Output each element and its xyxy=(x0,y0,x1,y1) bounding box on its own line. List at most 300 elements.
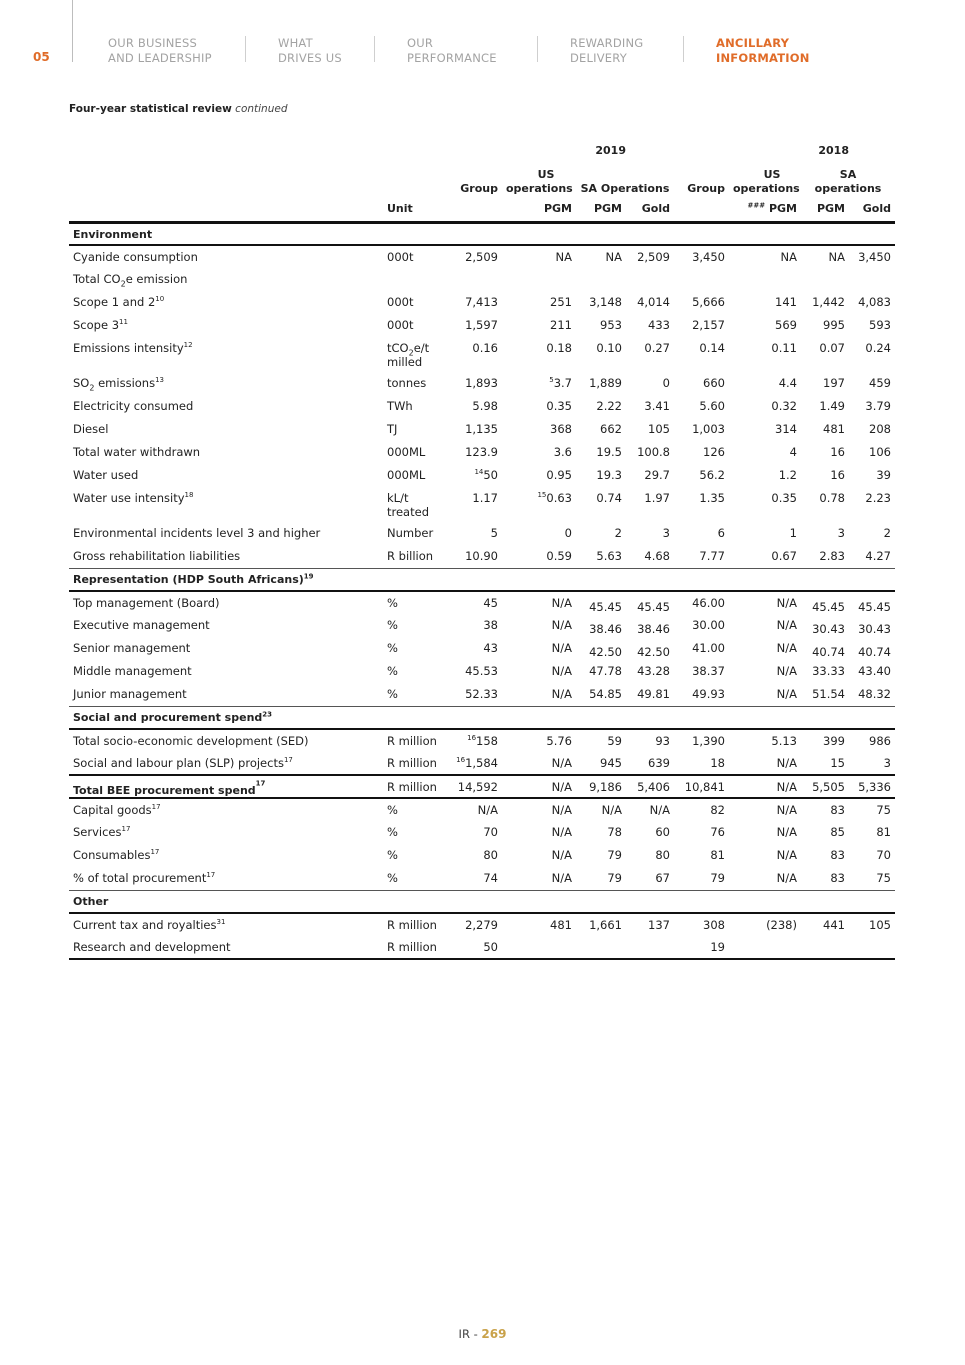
value-cell xyxy=(626,752,674,775)
value-cell xyxy=(576,464,626,487)
year-2018: 2018 xyxy=(818,144,849,157)
row-label: Water use intensity$^{18}$ xyxy=(73,491,194,505)
value-cell xyxy=(674,867,729,890)
value-cell xyxy=(626,821,674,844)
value-text: 16 xyxy=(830,445,845,459)
value-cell xyxy=(502,591,576,614)
nav-line: OUR xyxy=(407,36,434,50)
nav-separator xyxy=(537,36,538,62)
value-cell xyxy=(449,913,502,936)
section-other xyxy=(69,890,895,913)
row-unit: % xyxy=(387,825,398,839)
value-text: N/A xyxy=(776,618,797,632)
value-cell xyxy=(801,729,849,752)
value-text: 75 xyxy=(876,871,891,885)
value-text: 38.46 xyxy=(637,622,670,636)
value-text: 39 xyxy=(876,468,891,482)
value-cell xyxy=(801,372,849,395)
value-cell xyxy=(449,729,502,752)
value-text: 1,584 xyxy=(465,756,498,770)
value-cell xyxy=(801,614,849,637)
sub-header-row xyxy=(69,198,895,222)
value-text: 40.74 xyxy=(812,645,845,659)
table-row xyxy=(69,775,895,798)
value-text: 662 xyxy=(600,422,622,436)
row-unit: % xyxy=(387,871,398,885)
value-cell xyxy=(849,591,895,614)
row-unit: R million xyxy=(383,936,449,959)
value-text: 1.35 xyxy=(699,491,725,505)
value-cell xyxy=(674,660,729,683)
value-cell xyxy=(849,752,895,775)
value-cell xyxy=(502,337,576,372)
value-cell xyxy=(729,660,801,683)
value-text: 3,450 xyxy=(858,250,891,264)
row-label: Current tax and royalties$^{31}$ xyxy=(73,918,226,932)
value-cell xyxy=(449,614,502,637)
value-text: 10,841 xyxy=(684,780,725,794)
value-text: 50 xyxy=(483,468,498,482)
row-label: Gross rehabilitation liabilities xyxy=(73,549,241,563)
value-cell xyxy=(449,291,502,314)
value-text: 2 xyxy=(883,526,891,540)
row-label: Total BEE procurement spend$^{17}$ xyxy=(69,775,383,798)
table-row xyxy=(69,337,895,372)
value-text: N/A xyxy=(551,871,572,885)
value-cell xyxy=(502,395,576,418)
row-unit: % xyxy=(387,687,398,701)
value-cell xyxy=(449,245,502,268)
table-row xyxy=(69,683,895,706)
value-cell xyxy=(849,729,895,752)
value-text: 2.83 xyxy=(819,549,845,563)
value-cell xyxy=(576,867,626,890)
value-text: 38.46 xyxy=(589,622,622,636)
value-cell xyxy=(502,844,576,867)
value-text: 123.9 xyxy=(465,445,498,459)
row-unit: R million xyxy=(383,775,449,798)
value-text: 2 xyxy=(614,526,622,540)
value-cell xyxy=(576,936,626,959)
table-row xyxy=(69,867,895,890)
value-text: 46.00 xyxy=(692,596,725,610)
value-cell xyxy=(801,291,849,314)
value-text: 1,442 xyxy=(812,295,845,309)
value-text: 1,889 xyxy=(589,376,622,390)
value-cell xyxy=(801,545,849,568)
table-row xyxy=(69,637,895,660)
value-cell xyxy=(729,337,801,372)
value-text: N/A xyxy=(776,848,797,862)
value-text: 5,336 xyxy=(858,780,891,794)
value-cell xyxy=(626,522,674,545)
value-cell xyxy=(449,752,502,775)
table-row xyxy=(69,821,895,844)
value-text: 1.49 xyxy=(819,399,845,413)
value-text: 10.90 xyxy=(465,549,498,563)
value-cell xyxy=(729,522,801,545)
value-text: 18 xyxy=(710,756,725,770)
value-text: N/A xyxy=(776,871,797,885)
page-footer xyxy=(0,1327,965,1341)
value-text: 0.16 xyxy=(472,341,498,355)
value-text: 569 xyxy=(775,318,797,332)
table-row xyxy=(69,591,895,614)
value-cell xyxy=(576,337,626,372)
value-text: 158 xyxy=(476,734,498,748)
value-text: NA xyxy=(605,250,622,264)
row-label: Environmental incidents level 3 and higher xyxy=(73,526,321,540)
value-text: 70 xyxy=(876,848,891,862)
value-cell xyxy=(576,913,626,936)
value-cell xyxy=(674,752,729,775)
row-label: Research and development xyxy=(69,936,383,959)
value-text: 481 xyxy=(550,918,572,932)
value-text: 30.00 xyxy=(692,618,725,632)
value-text: N/A xyxy=(551,664,572,678)
value-text: 0.59 xyxy=(546,549,572,563)
value-text: 7,413 xyxy=(465,295,498,309)
value-cell xyxy=(729,372,801,395)
value-cell xyxy=(449,441,502,464)
value-text: 75 xyxy=(876,803,891,817)
value-text: 43 xyxy=(483,641,498,655)
value-text: 2,509 xyxy=(465,250,498,264)
value-text: 4.27 xyxy=(865,549,891,563)
value-cell xyxy=(576,291,626,314)
value-text: 42.50 xyxy=(589,645,622,659)
value-cell xyxy=(449,683,502,706)
value-cell xyxy=(801,464,849,487)
col-group-2018: Group xyxy=(687,182,725,195)
value-text: 19.5 xyxy=(596,445,622,459)
value-cell xyxy=(674,844,729,867)
section-environment xyxy=(69,222,895,245)
value-text: 1.2 xyxy=(778,468,797,482)
value-text: NA xyxy=(555,250,572,264)
value-cell xyxy=(801,798,849,821)
column-header-row xyxy=(69,162,895,198)
row-label: % of total procurement$^{17}$ xyxy=(73,871,216,885)
value-cell xyxy=(502,487,576,522)
value-text: 3,450 xyxy=(692,250,725,264)
value-cell xyxy=(729,798,801,821)
col-unit: Unit xyxy=(383,198,449,222)
value-cell xyxy=(801,867,849,890)
value-cell xyxy=(449,936,502,959)
value-cell xyxy=(626,637,674,660)
row-label: Social and labour plan (SLP) projects$^{17}$ xyxy=(69,752,383,775)
value-cell xyxy=(849,637,895,660)
value-text: NA xyxy=(780,250,797,264)
nav-our-business[interactable] xyxy=(108,36,212,66)
value-text: 79 xyxy=(607,848,622,862)
value-cell xyxy=(729,545,801,568)
value-cell xyxy=(849,867,895,890)
nav-separator xyxy=(245,36,246,62)
row-unit: tCO$_2$e/t milled xyxy=(387,341,430,369)
nav-line: WHAT xyxy=(278,36,313,50)
value-text: 74 xyxy=(483,871,498,885)
value-text: 14,592 xyxy=(457,780,498,794)
section-title: Other xyxy=(69,890,895,913)
value-cell xyxy=(502,867,576,890)
value-cell xyxy=(674,936,729,959)
year-header-row xyxy=(69,140,895,162)
value-cell xyxy=(502,683,576,706)
value-cell xyxy=(449,464,502,487)
value-cell xyxy=(801,245,849,268)
value-cell xyxy=(576,441,626,464)
value-cell xyxy=(502,729,576,752)
value-cell xyxy=(729,867,801,890)
row-unit: R million xyxy=(387,918,437,932)
row-label: Services$^{17}$ xyxy=(73,825,131,839)
value-cell xyxy=(801,775,849,798)
value-text: 0.24 xyxy=(865,341,891,355)
section-title: Representation (HDP South Africans)$^{19}$ xyxy=(69,568,895,591)
row-unit: 000t xyxy=(387,318,414,332)
col-us-ops-2018 xyxy=(729,162,801,198)
section-title: Social and procurement spend$^{23}$ xyxy=(69,706,895,729)
value-cell xyxy=(576,798,626,821)
value-cell xyxy=(626,775,674,798)
value-cell xyxy=(576,487,626,522)
value-cell xyxy=(674,418,729,441)
row-label: Emissions intensity$^{12}$ xyxy=(73,341,193,355)
value-cell xyxy=(626,545,674,568)
value-text: 433 xyxy=(648,318,670,332)
value-text: N/A xyxy=(776,641,797,655)
value-cell xyxy=(576,614,626,637)
value-cell xyxy=(626,614,674,637)
table-row xyxy=(69,752,895,775)
footer-page-number: 269 xyxy=(481,1327,507,1341)
value-text: N/A xyxy=(776,803,797,817)
nav-what-drives-us[interactable] xyxy=(278,36,342,66)
value-text: 137 xyxy=(648,918,670,932)
value-text: 5,505 xyxy=(812,780,845,794)
value-text: 368 xyxy=(550,422,572,436)
value-cell xyxy=(801,821,849,844)
section-title: Environment xyxy=(69,222,895,245)
value-text: 7.77 xyxy=(699,549,725,563)
value-text: 4.4 xyxy=(778,376,797,390)
row-unit: 000ML xyxy=(387,468,426,482)
value-cell xyxy=(674,522,729,545)
value-text: 3.79 xyxy=(865,399,891,413)
col-group-2019: Group xyxy=(460,182,498,195)
value-text: 45.45 xyxy=(858,600,891,614)
value-cell xyxy=(449,337,502,372)
value-cell xyxy=(674,683,729,706)
value-text: 54.85 xyxy=(589,687,622,701)
value-text: N/A xyxy=(601,803,622,817)
value-text: 0.74 xyxy=(596,491,622,505)
row-label: Middle management xyxy=(73,664,192,678)
nav-line: ANCILLARY xyxy=(716,36,790,50)
value-text: NA xyxy=(828,250,845,264)
value-cell xyxy=(801,683,849,706)
value-cell xyxy=(729,245,801,268)
value-text: 5.13 xyxy=(771,734,797,748)
table-row xyxy=(69,291,895,314)
value-text: 1,390 xyxy=(692,734,725,748)
value-text: 1 xyxy=(789,526,797,540)
col-gold: Gold xyxy=(849,198,895,222)
value-text: N/A xyxy=(776,756,797,770)
value-cell xyxy=(502,614,576,637)
value-text: 251 xyxy=(550,295,572,309)
value-text: 141 xyxy=(775,295,797,309)
col-operations-word: operations xyxy=(733,182,800,195)
value-cell xyxy=(729,487,801,522)
value-text: 986 xyxy=(869,734,891,748)
value-cell xyxy=(729,614,801,637)
value-text: 0 xyxy=(662,376,670,390)
value-text: 2.22 xyxy=(596,399,622,413)
statistical-review-table xyxy=(69,140,895,960)
value-cell xyxy=(576,522,626,545)
value-text: 15 xyxy=(830,756,845,770)
value-cell xyxy=(576,372,626,395)
value-footnote: 16 xyxy=(456,756,466,765)
table-row xyxy=(69,418,895,441)
value-text: 19 xyxy=(710,940,725,954)
value-text: 3 xyxy=(662,526,670,540)
value-cell xyxy=(729,637,801,660)
value-cell xyxy=(626,291,674,314)
value-text: 5,406 xyxy=(637,780,670,794)
value-cell xyxy=(729,844,801,867)
value-cell xyxy=(729,395,801,418)
value-cell xyxy=(576,821,626,844)
value-cell xyxy=(849,291,895,314)
value-text: 3.41 xyxy=(644,399,670,413)
value-cell xyxy=(626,464,674,487)
row-unit: % xyxy=(387,848,398,862)
value-text: 59 xyxy=(607,734,622,748)
value-text: 5.60 xyxy=(699,399,725,413)
value-cell xyxy=(849,660,895,683)
section-representation xyxy=(69,568,895,591)
value-cell xyxy=(674,372,729,395)
nav-rewarding-delivery[interactable] xyxy=(570,36,643,66)
value-cell xyxy=(674,614,729,637)
value-cell xyxy=(801,522,849,545)
row-label: Total socio-economic development (SED) xyxy=(73,734,309,748)
value-cell xyxy=(849,418,895,441)
value-cell xyxy=(729,683,801,706)
value-text: 43.28 xyxy=(637,664,670,678)
value-cell xyxy=(502,936,576,959)
value-cell xyxy=(449,637,502,660)
value-cell xyxy=(801,487,849,522)
value-cell xyxy=(502,441,576,464)
value-cell xyxy=(849,522,895,545)
value-footnote: 15 xyxy=(537,491,547,500)
table-title-main: Four-year statistical review xyxy=(69,103,232,115)
value-cell xyxy=(849,337,895,372)
value-cell xyxy=(626,867,674,890)
table-row xyxy=(69,660,895,683)
value-text: N/A xyxy=(551,803,572,817)
value-cell xyxy=(626,314,674,337)
value-cell xyxy=(626,913,674,936)
row-unit: TJ xyxy=(387,422,398,436)
value-cell xyxy=(576,683,626,706)
header-divider xyxy=(72,0,73,62)
value-cell xyxy=(674,798,729,821)
nav-line: OUR BUSINESS xyxy=(108,36,197,50)
value-cell xyxy=(674,775,729,798)
value-cell xyxy=(674,245,729,268)
value-cell xyxy=(576,591,626,614)
nav-our-performance[interactable] xyxy=(407,36,497,66)
value-text: 481 xyxy=(823,422,845,436)
row-label: Senior management xyxy=(73,641,191,655)
row-unit: R million xyxy=(387,734,437,748)
value-cell xyxy=(576,395,626,418)
value-text: 82 xyxy=(710,803,725,817)
value-cell xyxy=(801,314,849,337)
value-text: 49.81 xyxy=(637,687,670,701)
value-cell xyxy=(729,729,801,752)
value-cell xyxy=(801,591,849,614)
value-text: 2,509 xyxy=(637,250,670,264)
value-text: 80 xyxy=(483,848,498,862)
col-operations-word: operations xyxy=(506,182,573,195)
row-unit: % xyxy=(387,803,398,817)
row-label: Electricity consumed xyxy=(73,399,194,413)
value-text: 308 xyxy=(703,918,725,932)
nav-ancillary-information[interactable] xyxy=(716,36,810,66)
table-row xyxy=(69,798,895,821)
value-text: N/A xyxy=(551,596,572,610)
nav-line: DELIVERY xyxy=(570,51,627,65)
table-row xyxy=(69,936,895,959)
value-text: (238) xyxy=(766,918,797,932)
value-cell xyxy=(729,314,801,337)
row-unit: 000t xyxy=(387,295,414,309)
value-cell xyxy=(626,487,674,522)
table-row xyxy=(69,913,895,936)
value-text: N/A xyxy=(551,780,572,794)
value-text: 3.7 xyxy=(553,376,572,390)
col-gold: Gold xyxy=(626,198,674,222)
value-text: 197 xyxy=(823,376,845,390)
value-text: 81 xyxy=(710,848,725,862)
value-text: N/A xyxy=(477,803,498,817)
value-cell xyxy=(449,591,502,614)
section-social-procurement xyxy=(69,706,895,729)
value-cell xyxy=(626,844,674,867)
value-cell xyxy=(674,591,729,614)
value-text: 40.74 xyxy=(858,645,891,659)
value-text: 79 xyxy=(710,871,725,885)
value-cell xyxy=(801,395,849,418)
value-text: 38.37 xyxy=(692,664,725,678)
value-cell xyxy=(626,798,674,821)
nav-line: PERFORMANCE xyxy=(407,51,497,65)
section-number: 05 xyxy=(33,50,50,64)
row-label: Cyanide consumption xyxy=(73,250,198,264)
value-cell xyxy=(849,821,895,844)
value-cell xyxy=(801,337,849,372)
value-text: 399 xyxy=(823,734,845,748)
value-text: 45.53 xyxy=(465,664,498,678)
value-cell xyxy=(502,775,576,798)
